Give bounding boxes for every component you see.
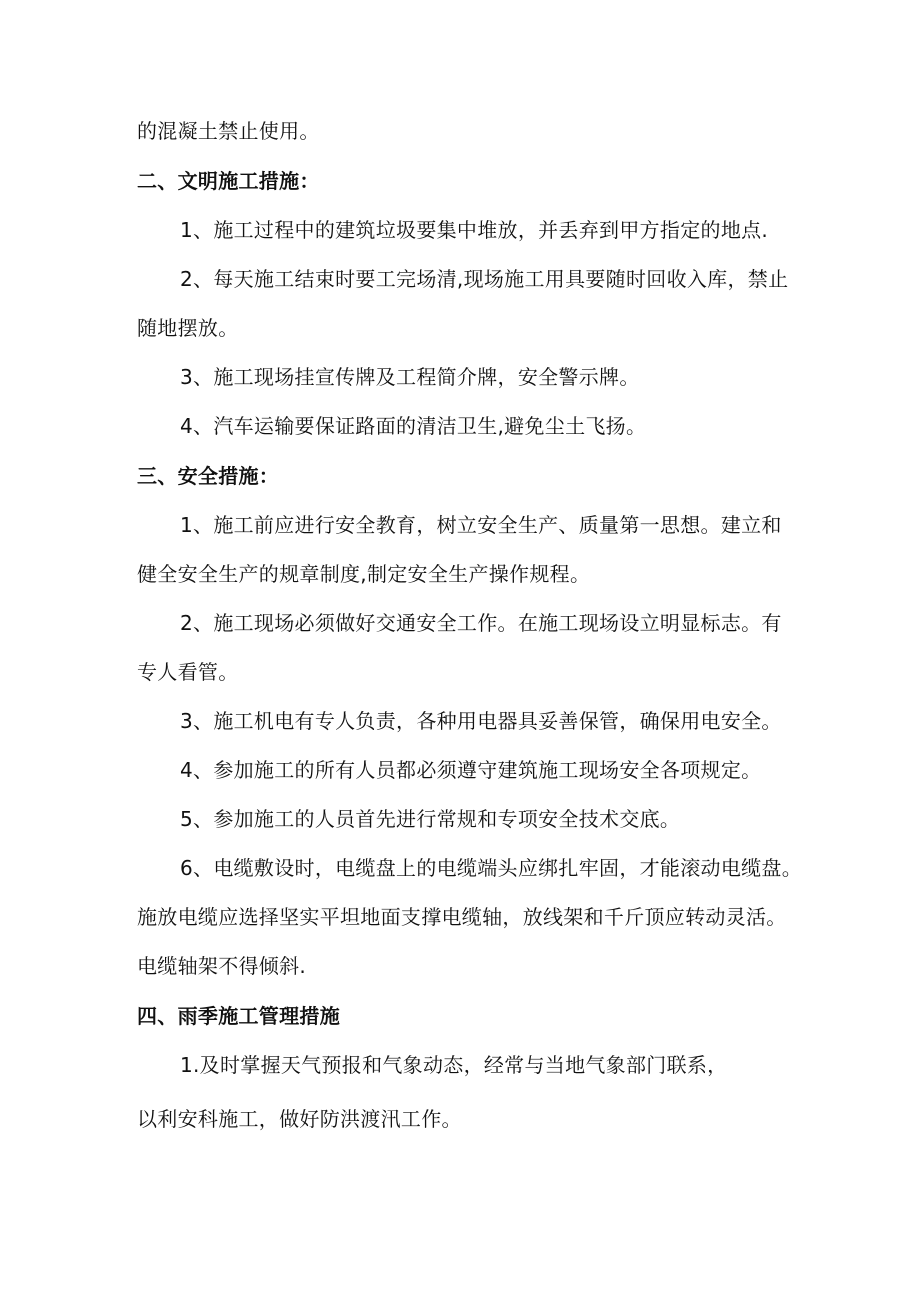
list-item: 4、汽车运输要保证路面的清洁卫生,避免尘土飞扬。 (180, 414, 647, 438)
list-item: 2、每天施工结束时要工完场清,现场施工用具要随时回收入库，禁止 (180, 267, 789, 291)
list-item: 5、参加施工的人员首先进行常规和专项安全技术交底。 (180, 807, 681, 831)
section-heading: 三、安全措施： (137, 464, 280, 488)
paragraph-line: 的混凝土禁止使用。 (137, 119, 320, 143)
list-item: 2、施工现场必须做好交通安全工作。在施工现场设立明显标志。有 (180, 611, 782, 635)
list-item: 3、施工机电有专人负责，各种用电器具妥善保管，确保用电安全。 (180, 709, 782, 733)
list-item: 3、施工现场挂宣传牌及工程简介牌，安全警示牌。 (180, 365, 640, 389)
list-item: 1、施工前应进行安全教育，树立安全生产、质量第一思想。建立和 (180, 513, 782, 537)
list-item: 4、参加施工的所有人员都必须遵守建筑施工现场安全各项规定。 (180, 758, 762, 782)
paragraph-line: 以利安科施工，做好防洪渡汛工作。 (137, 1107, 462, 1131)
paragraph-line: 专人看管。 (137, 660, 239, 684)
paragraph-line: 施放电缆应选择坚实平坦地面支撑电缆轴，放线架和千斤顶应转动灵活。 (137, 905, 787, 929)
section-heading: 二、文明施工措施： (137, 169, 320, 193)
list-item: 6、电缆敷设时，电缆盘上的电缆端头应绑扎牢固，才能滚动电缆盘。 (180, 856, 803, 880)
list-item: 1、施工过程中的建筑垃圾要集中堆放，并丢弃到甲方指定的地点. (180, 218, 769, 242)
paragraph-line: 电缆轴架不得倾斜. (137, 954, 307, 978)
paragraph-line: 随地摆放。 (137, 316, 239, 340)
paragraph-line: 健全安全生产的规章制度,制定安全生产操作规程。 (137, 562, 591, 586)
section-heading: 四、雨季施工管理措施 (137, 1004, 340, 1028)
list-item: 1.及时掌握天气预报和气象动态，经常与当地气象部门联系， (180, 1053, 728, 1077)
